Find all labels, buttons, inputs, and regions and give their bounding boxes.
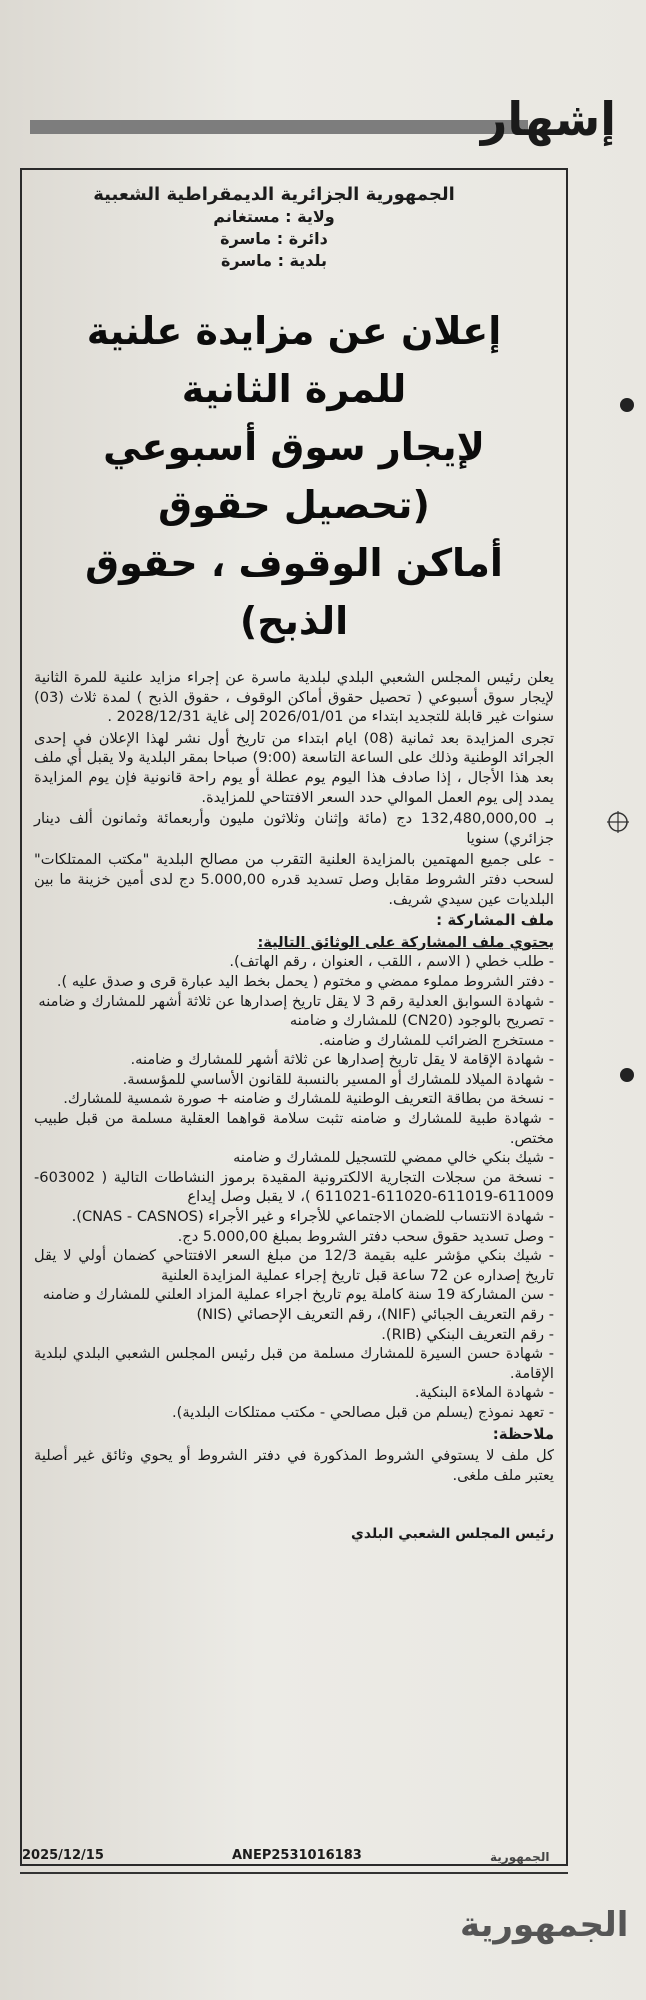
title-line-1: إعلان عن مزايدة علنية للمرة الثانية <box>86 309 502 411</box>
newspaper-masthead: الجمهورية <box>460 1905 629 1945</box>
title-line-2: لإيجار سوق أسبوعي (تحصيل حقوق <box>103 425 485 527</box>
document-item: - شهادة حسن السيرة للمشارك مسلمة من قبل رئيس المجلس الشعبي البلدي لبلدية الإقامة. <box>34 1345 554 1382</box>
note-text: كل ملف لا يستوفي الشروط المذكورة في دفتر الشروط أو يحوي وثائق غير أصلية يعتبر ملف ملغى. <box>34 1447 554 1484</box>
document-item: - شهادة الملاءة البنكية. <box>414 1384 554 1402</box>
document-item: - شيك بنكي خالي ممضي للتسجيل للمشارك و ضامنه <box>233 1149 554 1167</box>
title-line-3: أماكن الوقوف ، حقوق الذبح) <box>85 541 503 643</box>
section-title: إشهار <box>480 92 616 146</box>
document-item: - شهادة الانتساب للضمان الاجتماعي للأجراء و غير الأجراء (CNAS - CASNOS). <box>71 1208 554 1226</box>
document-item: - نسخة من سجلات التجارية الالكترونية المقيدة برموز النشاطات التالية ( 603002-611009-611019-611020-611021 )، لا يقبل وصل إيداع <box>34 1168 554 1206</box>
footer-rule <box>20 1872 568 1874</box>
document-item: - نسخة من بطاقة التعريف الوطنية للمشارك و ضامنه + صورة شمسية للمشارك. <box>63 1090 554 1108</box>
anep-reference: ANEP2531016183 <box>232 1848 362 1863</box>
file-section-subheading: يحتوي ملف المشاركة على الوثائق التالية: <box>257 933 554 951</box>
issuing-authority <box>34 184 514 272</box>
document-item: - سن المشاركة 19 سنة كاملة يوم تاريخ اجراء عملية المزاد العلني للمشارك و ضامنه <box>42 1286 554 1304</box>
signature-line: رئيس المجلس الشعبي البلدي <box>351 1526 554 1543</box>
document-item: - رقم التعريف البنكي (RIB). <box>381 1325 554 1343</box>
document-item: - شيك بنكي مؤشر عليه بقيمة 12/3 من مبلغ السعر الافتتاحي كضمان أولي لا يقل تاريخ إصداره عن 72 ساعة قبل تاريخ إجراء عملية المزايدة العلنية <box>34 1247 555 1284</box>
document-item: - رقم التعريف الجبائي (NIF)، رقم التعريف الإحصائي (NIS) <box>196 1306 554 1323</box>
announcement-body <box>34 668 554 1545</box>
note-heading: ملاحظة: <box>492 1424 554 1443</box>
document-item: - وصل تسديد حقوق سحب دفتر الشروط بمبلغ 5.000,00 دج. <box>177 1227 554 1245</box>
baladiya-name: بلدية : ماسرة <box>220 251 328 270</box>
republic-name: الجمهورية الجزائرية الديمقراطية الشعبية <box>93 184 455 205</box>
footer-brand: الجمهورية <box>490 1850 550 1864</box>
document-item: - شهادة الإقامة لا يقل تاريخ إصدارها عن ثلاثة أشهر للمشارك و ضامنه. <box>130 1051 554 1069</box>
schedule-paragraph: تجرى المزايدة بعد ثمانية (08) ايام ابتداء من تاريخ أول نشر لهذا الإعلان في إحدى الجرائد الوطنية وذلك على الساعة التاسعة (9:00) صباحا بمقر البلدية ولا يقبل أي ملف بعد هذا الأجال ، إذا صادف هذا اليوم يوم عطلة أو يوم راحة قانونية فإن يوم المزايدة يمدد إلى يوم العمل الموالي حدد السعر الافتتاحي للمزايدة. <box>34 729 555 806</box>
document-item: - دفتر الشروط مملوء ممضي و مختوم ( يحمل بخط اليد عبارة قرى و صدق عليه ). <box>56 972 554 990</box>
announcement-title <box>34 302 554 650</box>
file-section-heading: ملف المشاركة : <box>436 911 554 930</box>
announcement-box <box>20 168 568 1866</box>
document-item: - شهادة طبية للمشارك و ضامنه تثبت سلامة قواهما العقلية مسلمة من قبل طبيب مختص. <box>34 1110 554 1147</box>
document-item: - طلب خطي ( الاسم ، اللقب ، العنوان ، رقم الهاتف). <box>229 953 554 971</box>
required-documents-list <box>34 952 554 1422</box>
document-item: - شهادة السوابق العدلية رقم 3 لا يقل تاريخ إصدارها عن ثلاثة أشهر للمشارك و ضامنه <box>38 992 554 1010</box>
publication-date: 2025/12/15 <box>22 1848 104 1863</box>
binder-hole-icon <box>620 398 634 412</box>
registration-mark-icon <box>606 810 630 834</box>
price-paragraph: بـ 132,480,000,00 دج (مائة وإثنان وثلاثون مليون وأربعمائة وثمانون ألف دينار جزائري) سنويا <box>34 810 554 847</box>
daira-name: دائرة : ماسرة <box>220 229 328 248</box>
document-item: - شهادة الميلاد للمشارك أو المسير بالنسبة للقانون الأساسي للمؤسسة. <box>122 1070 554 1088</box>
wilaya-name: ولاية : مستغانم <box>213 207 335 226</box>
document-item: - تعهد نموذج (يسلم من قبل مصالحي - مكتب ممتلكات البلدية). <box>172 1403 554 1421</box>
document-item: - تصريح بالوجود (CN20) للمشارك و ضامنه <box>289 1012 554 1030</box>
binder-hole-icon <box>620 1068 634 1082</box>
header-rule <box>30 120 528 134</box>
intro-paragraph: يعلن رئيس المجلس الشعبي البلدي لبلدية ماسرة عن إجراء مزايد علنية للمرة الثانية لإيجار سوق أسبوعي ( تحصيل حقوق أماكن الوقوف ، حقوق الذبح ) لمدة ثلاث (03) سنوات غير قابلة للتجديد ابتداء من 2026/01/01 إلى غاية 2028/12/31 . <box>34 669 554 726</box>
document-item: - مستخرج الضرائب للمشارك و ضامنه. <box>318 1031 554 1049</box>
invitation-paragraph: - على جميع المهتمين بالمزايدة العلنية التقرب من مصالح البلدية "مكتب الممتلكات" لسحب دفتر الشروط مقابل وصل تسديد قدره 5.000,00 دج لدى أمين خزينة ما بين البلديات عين سيدي شريف. <box>34 851 555 908</box>
